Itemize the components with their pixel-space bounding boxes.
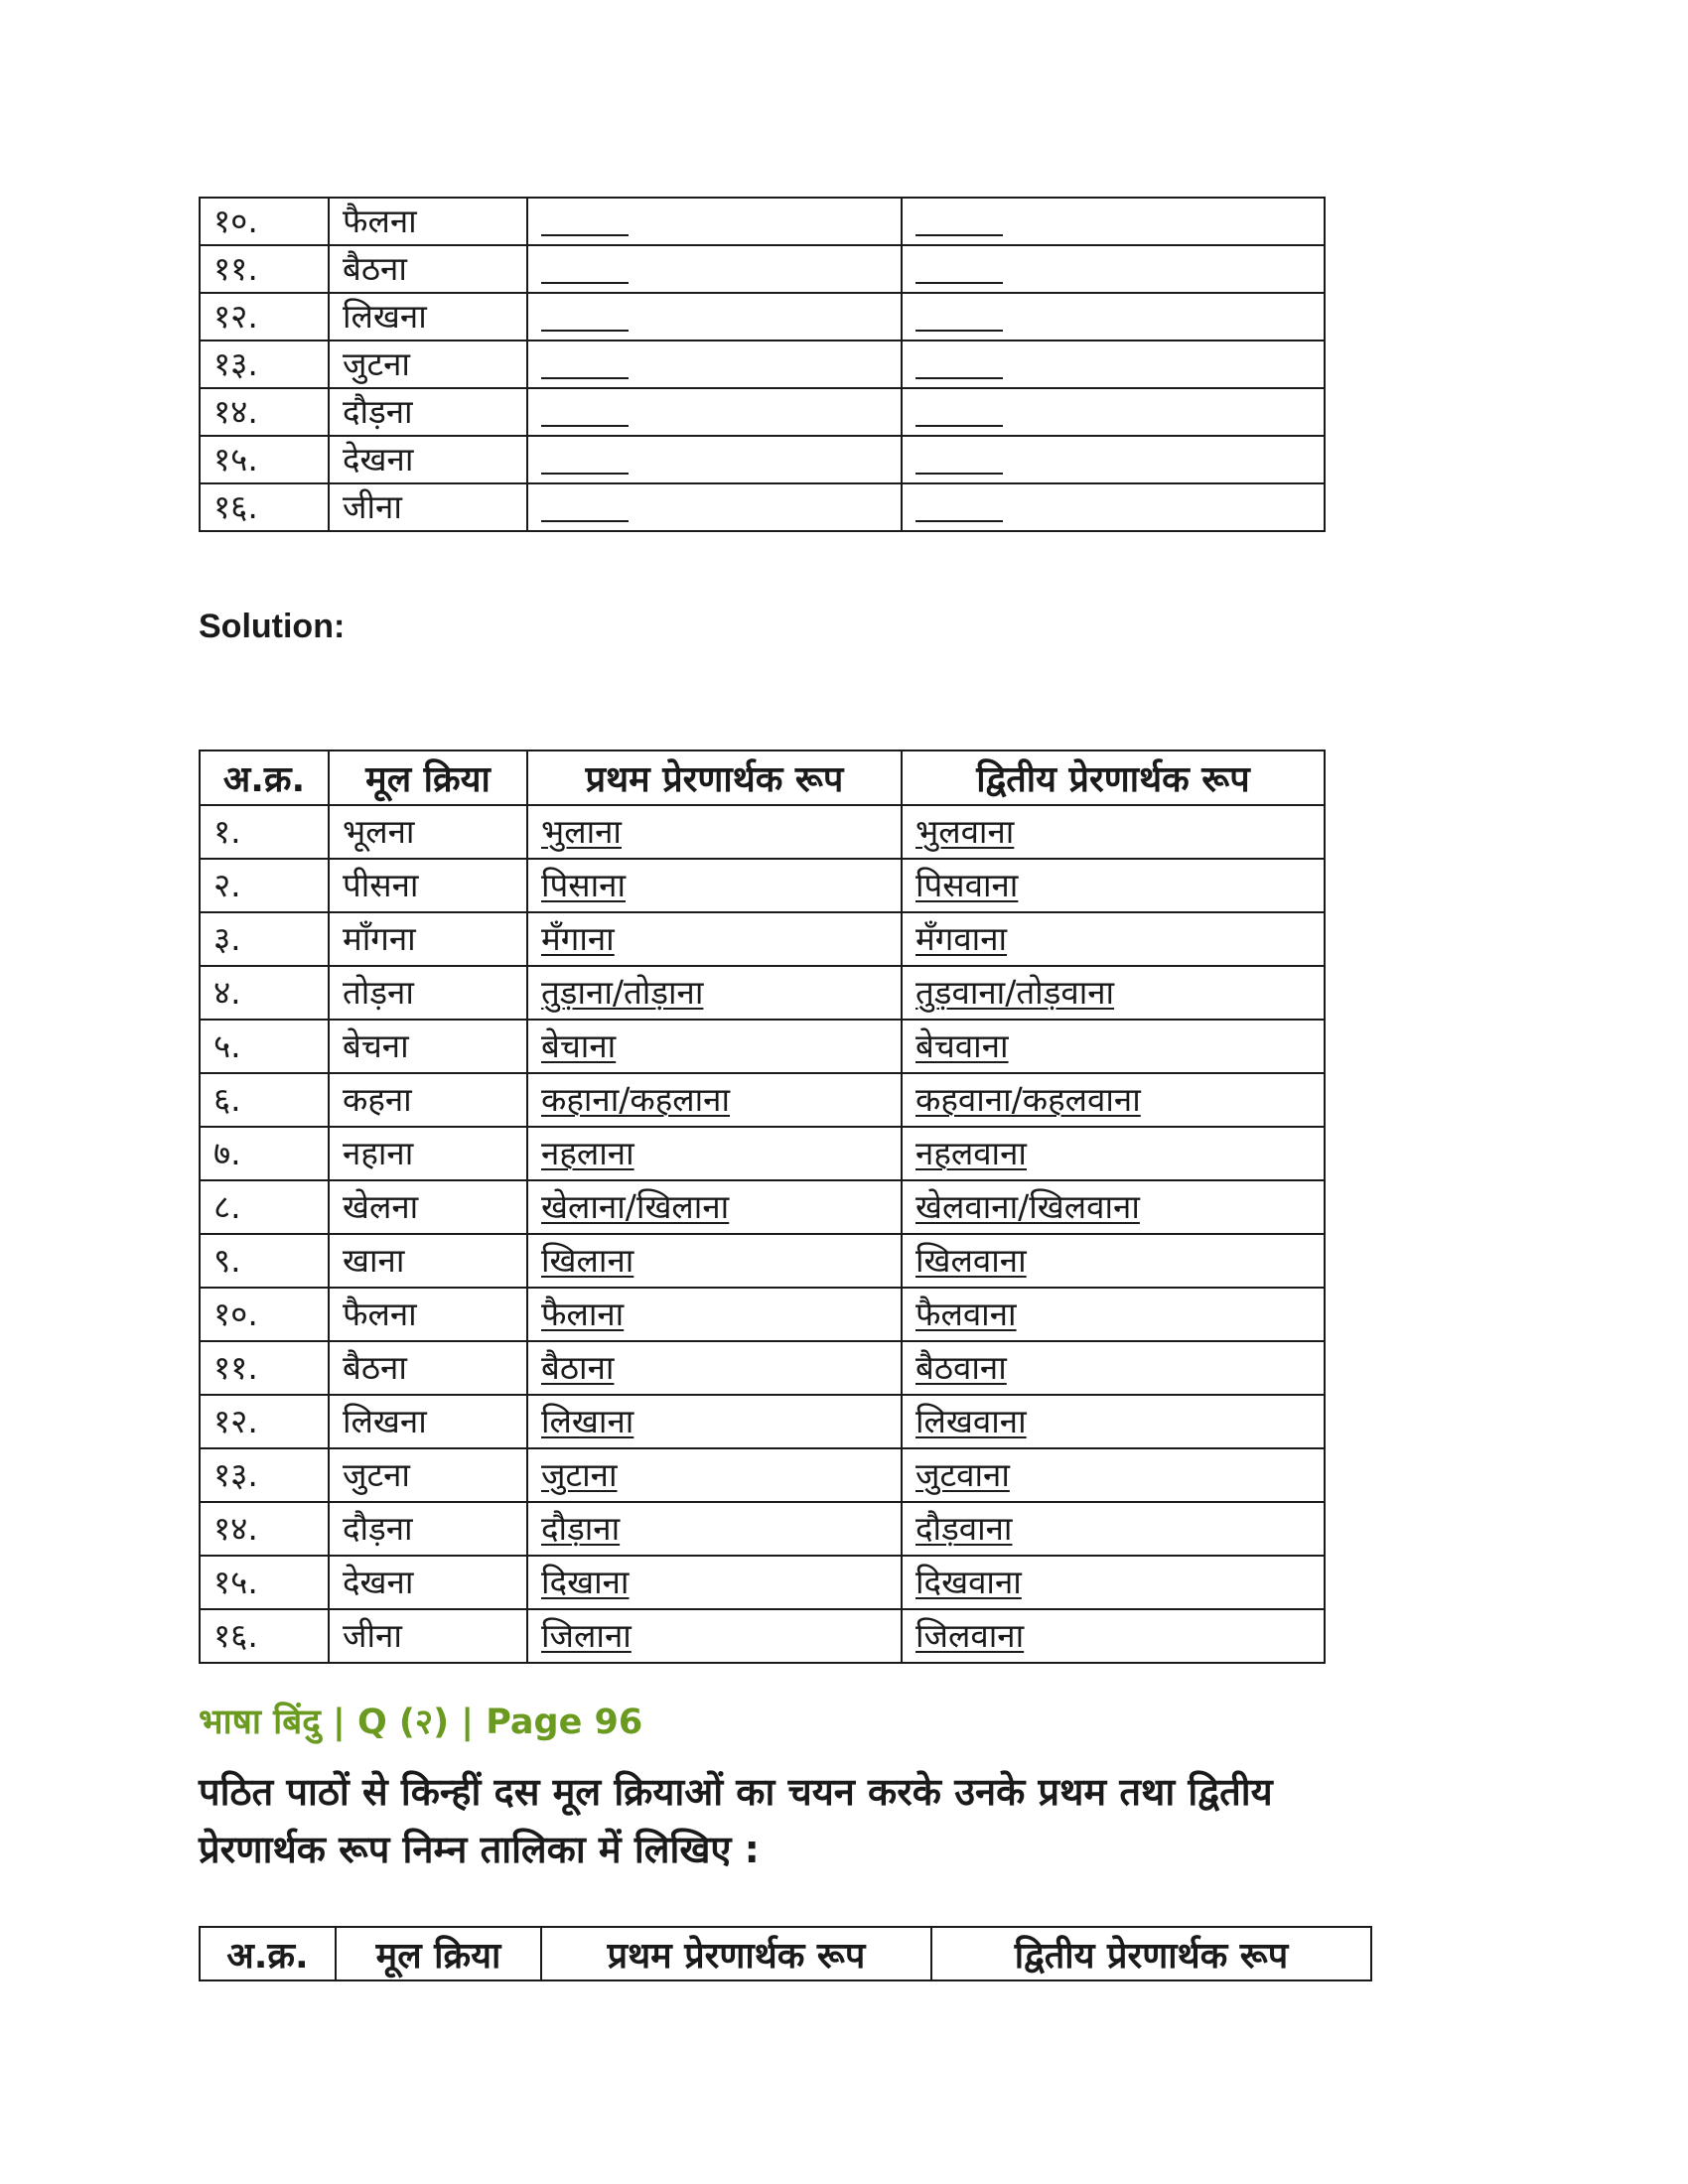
solution-label: Solution: <box>199 608 346 645</box>
second-causative-cell <box>902 966 1325 1020</box>
answer-blank-line <box>915 258 1003 284</box>
table-row <box>200 1448 1325 1502</box>
first-causative-form: तुड़ाना/तोड़ाना <box>541 973 704 1012</box>
header-first-causative: प्रथम प्रेरणार्थक रूप <box>541 1927 931 1980</box>
first-causative-blank <box>527 245 902 293</box>
root-verb: बैठना <box>329 245 527 293</box>
second-causative-blank <box>902 341 1325 388</box>
first-causative-form: बैठाना <box>541 1348 615 1387</box>
root-verb: दौड़ना <box>329 1502 527 1556</box>
answer-blank-line <box>541 353 629 379</box>
header-serial-number: अ.क्र. <box>200 751 329 805</box>
table-row <box>200 1502 1325 1556</box>
first-causative-blank <box>527 198 902 245</box>
serial-number: १. <box>200 805 329 859</box>
second-causative-form: खेलवाना/खिलवाना <box>915 1187 1140 1226</box>
second-causative-blank <box>902 245 1325 293</box>
serial-number: ११. <box>200 1341 329 1395</box>
second-causative-blank <box>902 293 1325 341</box>
serial-number: १०. <box>200 1288 329 1341</box>
first-causative-cell <box>527 1556 902 1609</box>
answer-blank-line <box>915 210 1003 236</box>
serial-number: १६. <box>200 1609 329 1663</box>
table-row <box>200 1395 1325 1448</box>
second-causative-cell <box>902 1020 1325 1073</box>
question-table-header <box>200 1927 1371 1980</box>
second-causative-blank <box>902 483 1325 531</box>
answer-blank-line <box>541 449 629 475</box>
answer-blank-line <box>541 496 629 522</box>
root-verb: लिखना <box>329 293 527 341</box>
header-serial-number: अ.क्र. <box>200 1927 336 1980</box>
first-causative-cell <box>527 1288 902 1341</box>
first-causative-cell <box>527 805 902 859</box>
first-causative-cell <box>527 859 902 912</box>
serial-number: १६. <box>200 483 329 531</box>
serial-number: १२. <box>200 293 329 341</box>
serial-number: ३. <box>200 912 329 966</box>
answer-blank-line <box>915 449 1003 475</box>
root-verb: नहाना <box>329 1127 527 1180</box>
root-verb: बैठना <box>329 1341 527 1395</box>
second-causative-cell <box>902 805 1325 859</box>
answer-blank-line <box>541 258 629 284</box>
first-causative-form: कहाना/कहलाना <box>541 1080 731 1119</box>
first-causative-form: फैलाना <box>541 1295 625 1333</box>
root-verb: पीसना <box>329 859 527 912</box>
root-verb: फैलना <box>329 198 527 245</box>
serial-number: १५. <box>200 436 329 483</box>
root-verb: देखना <box>329 1556 527 1609</box>
second-causative-form: तुड़वाना/तोड़वाना <box>915 973 1115 1012</box>
second-causative-form: भुलवाना <box>915 812 1015 851</box>
question-text: पठित पाठों से किन्हीं दस मूल क्रियाओं का चयन करके उनके प्रथम तथा द्वितीय प्रेरणार्थक रूप निम्न तालिका में लिखिए : <box>199 1770 1273 1871</box>
table-row <box>200 1234 1325 1288</box>
second-causative-cell <box>902 1502 1325 1556</box>
root-verb: कहना <box>329 1073 527 1127</box>
second-causative-cell <box>902 859 1325 912</box>
serial-number: ८. <box>200 1180 329 1234</box>
first-causative-cell <box>527 1127 902 1180</box>
first-causative-cell <box>527 1234 902 1288</box>
serial-number: ११. <box>200 245 329 293</box>
second-causative-cell <box>902 1234 1325 1288</box>
root-verb: फैलना <box>329 1288 527 1341</box>
first-causative-cell <box>527 1502 902 1556</box>
second-causative-cell <box>902 1180 1325 1234</box>
second-causative-cell <box>902 1288 1325 1341</box>
first-causative-cell <box>527 1341 902 1395</box>
serial-number: ५. <box>200 1020 329 1073</box>
first-causative-form: लिखाना <box>541 1402 634 1440</box>
answer-blank-line <box>541 210 629 236</box>
answer-blank-line <box>915 353 1003 379</box>
table-row <box>200 483 1325 531</box>
second-causative-form: पिसवाना <box>915 866 1019 904</box>
second-causative-cell <box>902 1609 1325 1663</box>
table-row <box>200 245 1325 293</box>
second-causative-form: फैलवाना <box>915 1295 1017 1333</box>
second-causative-blank <box>902 436 1325 483</box>
root-verb: तोड़ना <box>329 966 527 1020</box>
root-verb: बेचना <box>329 1020 527 1073</box>
exercise-table-continued <box>199 197 1326 532</box>
first-causative-cell <box>527 1073 902 1127</box>
root-verb: जुटना <box>329 341 527 388</box>
first-causative-blank <box>527 436 902 483</box>
second-causative-cell <box>902 912 1325 966</box>
serial-number: १४. <box>200 388 329 436</box>
serial-number: ४. <box>200 966 329 1020</box>
first-causative-cell <box>527 912 902 966</box>
first-causative-form: खिलाना <box>541 1241 634 1280</box>
table-row <box>200 1127 1325 1180</box>
answer-blank-line <box>541 306 629 332</box>
solution-table-header <box>200 751 1325 805</box>
section-heading: भाषा बिंदु | Q (२) | Page 96 <box>199 1703 643 1742</box>
serial-number: ९. <box>200 1234 329 1288</box>
second-causative-cell <box>902 1127 1325 1180</box>
header-second-causative: द्वितीय प्रेरणार्थक रूप <box>931 1927 1371 1980</box>
header-second-causative: द्वितीय प्रेरणार्थक रूप <box>902 751 1325 805</box>
first-causative-cell <box>527 1395 902 1448</box>
solution-table <box>199 750 1326 1664</box>
root-verb: जीना <box>329 1609 527 1663</box>
second-causative-cell <box>902 1341 1325 1395</box>
first-causative-cell <box>527 1180 902 1234</box>
second-causative-cell <box>902 1395 1325 1448</box>
root-verb: माँगना <box>329 912 527 966</box>
first-causative-form: खेलाना/खिलाना <box>541 1187 730 1226</box>
root-verb: खाना <box>329 1234 527 1288</box>
header-root-verb: मूल क्रिया <box>329 751 527 805</box>
first-causative-form: बेचाना <box>541 1026 617 1065</box>
second-causative-blank <box>902 388 1325 436</box>
serial-number: १४. <box>200 1502 329 1556</box>
table-row <box>200 341 1325 388</box>
table-row <box>200 966 1325 1020</box>
table-row <box>200 388 1325 436</box>
first-causative-cell <box>527 966 902 1020</box>
table-row <box>200 1180 1325 1234</box>
second-causative-form: खिलवाना <box>915 1241 1027 1280</box>
answer-blank-line <box>915 306 1003 332</box>
table-row <box>200 1609 1325 1663</box>
second-causative-cell <box>902 1073 1325 1127</box>
root-verb: जीना <box>329 483 527 531</box>
root-verb: दौड़ना <box>329 388 527 436</box>
first-causative-form: दिखाना <box>541 1563 630 1601</box>
second-causative-form: मँगवाना <box>915 919 1008 958</box>
second-causative-form: जुटवाना <box>915 1455 1010 1494</box>
table-row <box>200 912 1325 966</box>
header-first-causative: प्रथम प्रेरणार्थक रूप <box>527 751 902 805</box>
second-causative-form: दिखवाना <box>915 1563 1022 1601</box>
second-causative-form: लिखवाना <box>915 1402 1027 1440</box>
second-causative-cell <box>902 1556 1325 1609</box>
table-row <box>200 1288 1325 1341</box>
root-verb: जुटना <box>329 1448 527 1502</box>
first-causative-form: नहलाना <box>541 1134 634 1172</box>
second-causative-cell <box>902 1448 1325 1502</box>
header-root-verb: मूल क्रिया <box>336 1927 541 1980</box>
table-row <box>200 1073 1325 1127</box>
second-causative-blank <box>902 198 1325 245</box>
table-row <box>200 805 1325 859</box>
first-causative-form: मँगाना <box>541 919 615 958</box>
table-row <box>200 1556 1325 1609</box>
serial-number: १५. <box>200 1556 329 1609</box>
answer-blank-line <box>541 401 629 427</box>
second-causative-form: बेचवाना <box>915 1026 1009 1065</box>
serial-number: १३. <box>200 341 329 388</box>
table-row <box>200 859 1325 912</box>
first-causative-cell <box>527 1448 902 1502</box>
first-causative-form: जुटाना <box>541 1455 618 1494</box>
table-row <box>200 293 1325 341</box>
table-row <box>200 198 1325 245</box>
root-verb: भूलना <box>329 805 527 859</box>
root-verb: देखना <box>329 436 527 483</box>
answer-blank-line <box>915 401 1003 427</box>
first-causative-blank <box>527 341 902 388</box>
serial-number: ६. <box>200 1073 329 1127</box>
first-causative-blank <box>527 388 902 436</box>
first-causative-form: जिलाना <box>541 1616 632 1655</box>
first-causative-blank <box>527 483 902 531</box>
second-causative-form: कहवाना/कहलवाना <box>915 1080 1141 1119</box>
table-row <box>200 1020 1325 1073</box>
serial-number: २. <box>200 859 329 912</box>
first-causative-form: भुलाना <box>541 812 622 851</box>
root-verb: लिखना <box>329 1395 527 1448</box>
answer-blank-line <box>915 496 1003 522</box>
serial-number: ७. <box>200 1127 329 1180</box>
question-table <box>199 1926 1372 1981</box>
second-causative-form: जिलवाना <box>915 1616 1025 1655</box>
root-verb: खेलना <box>329 1180 527 1234</box>
serial-number: १०. <box>200 198 329 245</box>
first-causative-blank <box>527 293 902 341</box>
table-row <box>200 436 1325 483</box>
first-causative-cell <box>527 1020 902 1073</box>
first-causative-form: पिसाना <box>541 866 627 904</box>
first-causative-form: दौड़ाना <box>541 1509 621 1548</box>
table-row <box>200 1341 1325 1395</box>
serial-number: १२. <box>200 1395 329 1448</box>
second-causative-form: नहलवाना <box>915 1134 1027 1172</box>
first-causative-cell <box>527 1609 902 1663</box>
second-causative-form: दौड़वाना <box>915 1509 1013 1548</box>
serial-number: १३. <box>200 1448 329 1502</box>
second-causative-form: बैठवाना <box>915 1348 1007 1387</box>
